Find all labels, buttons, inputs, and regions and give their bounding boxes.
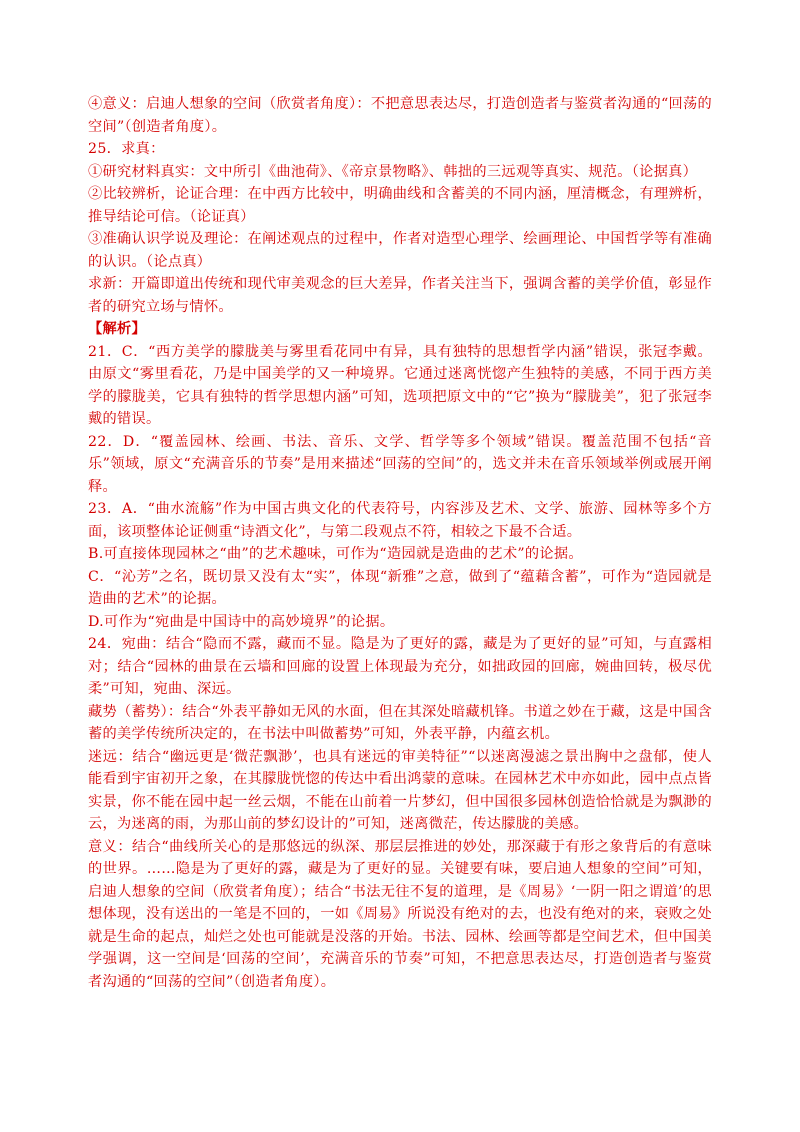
paragraph-q23-a: 23．A．“曲水流觞”作为中国古典文化的代表符号，内容涉及艺术、文学、旅游、园林等多个方面，该项整体论证侧重“诗酒文化”，与第二段观点不符，相较之下最不合适。 bbox=[88, 501, 712, 540]
paragraph-q22: 22．D．“覆盖园林、绘画、书法、音乐、文学、哲学等多个领域”错误。覆盖范围不包括“音乐”领域，原文“充满音乐的节奏”是用来描述“回荡的空间”的，选文并未在音乐领域举例或展开阐释。 bbox=[88, 433, 712, 495]
paragraph-meaning-4: ④意义：启迪人想象的空间（欣赏者角度）：不把意思表达尽，打造创造者与鉴赏者沟通的“回荡的空间”（创造者角度）。 bbox=[88, 96, 712, 135]
paragraph-q25-point-1: ①研究材料真实：文中所引《曲池荷》、《帝京景物略》、韩拙的三远观等真实、规范。（论据真） bbox=[88, 163, 698, 180]
paragraph-q24-meaning: 意义：结合“曲线所关心的是那悠远的纵深、那层层推进的妙处，那深藏于有形之象背后的有意味的世界。……隐是为了更好的露，藏是为了更好的显。关键要有味，要启迪人想象的空间”可知，启迪人想象的空间（欣赏者角度）；结合“书法无往不复的道理，是《周易》‘一阴一阳之谓道’的思想体现，没有送出的一笔是不回的，一如《周易》所说没有绝对的去，也没有绝对的来，衰败之处就是生命的起点，灿烂之处也可能就是没落的开始。书法、园林、绘画等都是空间艺术，但中国美学强调，这一空间是‘回荡的空间’，充满音乐的节奏”可知，不把意思表达尽，打造创造者与鉴赏者沟通的“回荡的空间”（创造者角度）。 bbox=[88, 838, 712, 990]
section-heading-analysis: 【解析】 bbox=[88, 321, 146, 337]
paragraph-q25-innovation: 求新：开篇即道出传统和现代审美观念的巨大差异，作者关注当下，强调含蓄的美学价值，彰显作者的研究立场与情怀。 bbox=[88, 276, 712, 315]
paragraph-q23-d: D.可作为“宛曲是中国诗中的高妙境界”的论据。 bbox=[88, 613, 395, 630]
paragraph-q21: 21．C．“西方美学的朦胧美与雾里看花同中有异，具有独特的思想哲学内涵”错误，张冠李戴。由原文“雾里看花，乃是中国美学的又一种境界。它通过迷离恍惚产生独特的美感，不同于西方美学的朦胧美，它具有独特的哲学思想内涵”可知，选项把原文中的“它”换为“朦胧美”，犯了张冠李戴的错误。 bbox=[88, 343, 712, 427]
paragraph-q23-c: C．“沁芳”之名，既切景又没有太“实”，体现“新雅”之意，做到了“蕴藉含蓄”，可作为“造园就是造曲的艺术”的论据。 bbox=[88, 568, 712, 607]
paragraph-q24-wanqu: 24．宛曲：结合“隐而不露，藏而不显。隐是为了更好的露，藏是为了更好的显”可知，与直露相对；结合“园林的曲景在云墙和回廊的设置上体现最为充分，如拙政园的回廊，婉曲回转，极尽优柔”可知，宛曲、深远。 bbox=[88, 636, 712, 697]
paragraph-q25-point-3: ③准确认识学说及理论：在阐述观点的过程中，作者对造型心理学、绘画理论、中国哲学等有准确的认识。（论点真） bbox=[88, 231, 712, 270]
paragraph-q25-heading: 25．求真： bbox=[88, 141, 165, 157]
paragraph-q24-cangshi: 藏势（蓄势）：结合“外表平静如无风的水面，但在其深处暗藏机锋。书道之妙在于藏，这是中国含蓄的美学传统所决定的，在书法中叫做蓄势”可知，外表平静，内蕴玄机。 bbox=[88, 703, 712, 742]
paragraph-q25-point-2: ②比较辨析，论证合理：在中西方比较中，明确曲线和含蓄美的不同内涵，厘清概念，有理辨析，推导结论可信。（论证真） bbox=[88, 186, 712, 225]
paragraph-q23-b: B.可直接体现园林之“曲”的艺术趣味，可作为“造园就是造曲的艺术”的论据。 bbox=[88, 546, 583, 562]
answer-text-block bbox=[88, 93, 712, 993]
paragraph-q24-miyuan: 迷远：结合“幽远更是‘微茫飘渺’，也具有迷远的审美特征”“以迷离漫滤之景出胸中之盘郁，使人能看到宇宙初开之象，在其朦胧恍惚的传达中看出鸿蒙的意味。在园林艺术中亦如此，园中点点皆实景，你不能在园中起一丝云烟，不能在山前着一片梦幻，但中国很多园林创造恰恰就是为飘渺的云，为迷离的雨，为那山前的梦幻设计的”可知，迷离微茫，传达朦胧的美感。 bbox=[88, 748, 712, 832]
